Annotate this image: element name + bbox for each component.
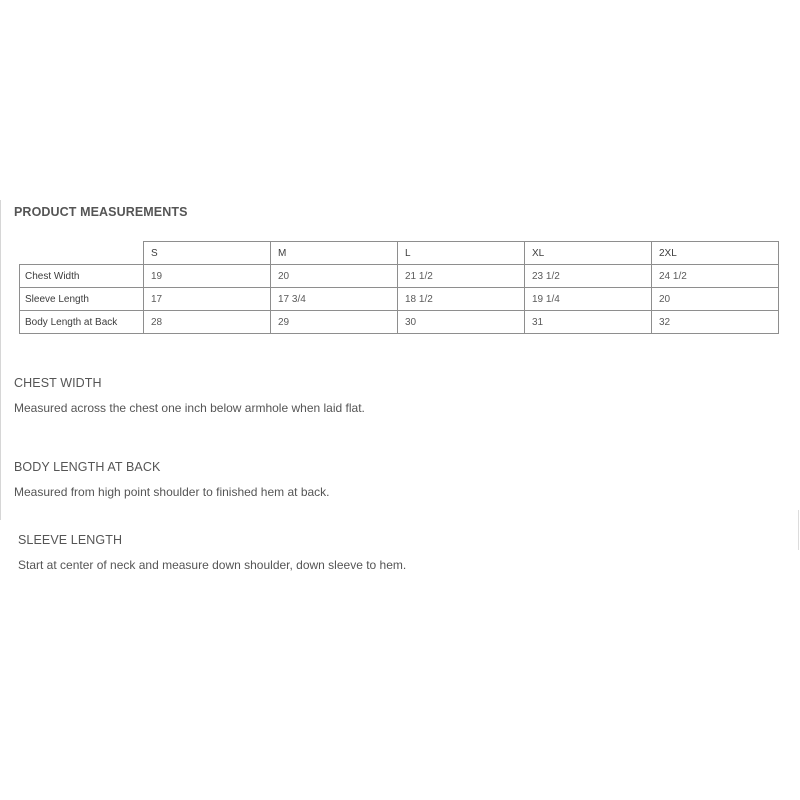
size-header-xl: XL	[525, 242, 652, 265]
table-cell: 24 1/2	[652, 265, 779, 288]
definition-heading: CHEST WIDTH	[14, 376, 102, 390]
definition-chest-width	[14, 376, 365, 415]
table-cell: 31	[525, 311, 652, 334]
table-cell: 20	[652, 288, 779, 311]
table-corner-cell	[20, 242, 144, 265]
table-cell: 21 1/2	[398, 265, 525, 288]
table-cell: 29	[271, 311, 398, 334]
table-cell: 30	[398, 311, 525, 334]
table-header-row	[20, 242, 779, 265]
table-cell: 28	[144, 311, 271, 334]
right-edge-line	[798, 510, 799, 550]
row-label-body-length-at-back: Body Length at Back	[20, 311, 144, 334]
table-row	[20, 311, 779, 334]
table-row	[20, 265, 779, 288]
definition-heading: SLEEVE LENGTH	[18, 533, 123, 547]
table-cell: 32	[652, 311, 779, 334]
section-title: PRODUCT MEASUREMENTS	[14, 205, 188, 219]
table-cell: 23 1/2	[525, 265, 652, 288]
definition-body-length-at-back	[14, 460, 330, 499]
size-header-l: L	[398, 242, 525, 265]
measurements-table	[19, 241, 779, 334]
row-label-chest-width: Chest Width	[20, 265, 144, 288]
table-cell: 17	[144, 288, 271, 311]
definition-text: Measured from high point shoulder to finished hem at back.	[14, 485, 330, 499]
size-header-m: M	[271, 242, 398, 265]
table-cell: 19	[144, 265, 271, 288]
table-cell: 17 3/4	[271, 288, 398, 311]
definition-sleeve-length	[18, 533, 406, 572]
size-header-2xl: 2XL	[652, 242, 779, 265]
table-row	[20, 288, 779, 311]
table-cell: 19 1/4	[525, 288, 652, 311]
left-edge-line	[0, 200, 1, 520]
table-cell: 20	[271, 265, 398, 288]
definition-text: Start at center of neck and measure down shoulder, down sleeve to hem.	[18, 558, 407, 572]
row-label-sleeve-length: Sleeve Length	[20, 288, 144, 311]
size-header-s: S	[144, 242, 271, 265]
definition-text: Measured across the chest one inch below armhole when laid flat.	[14, 401, 365, 415]
table-cell: 18 1/2	[398, 288, 525, 311]
definition-heading: BODY LENGTH AT BACK	[14, 460, 161, 474]
